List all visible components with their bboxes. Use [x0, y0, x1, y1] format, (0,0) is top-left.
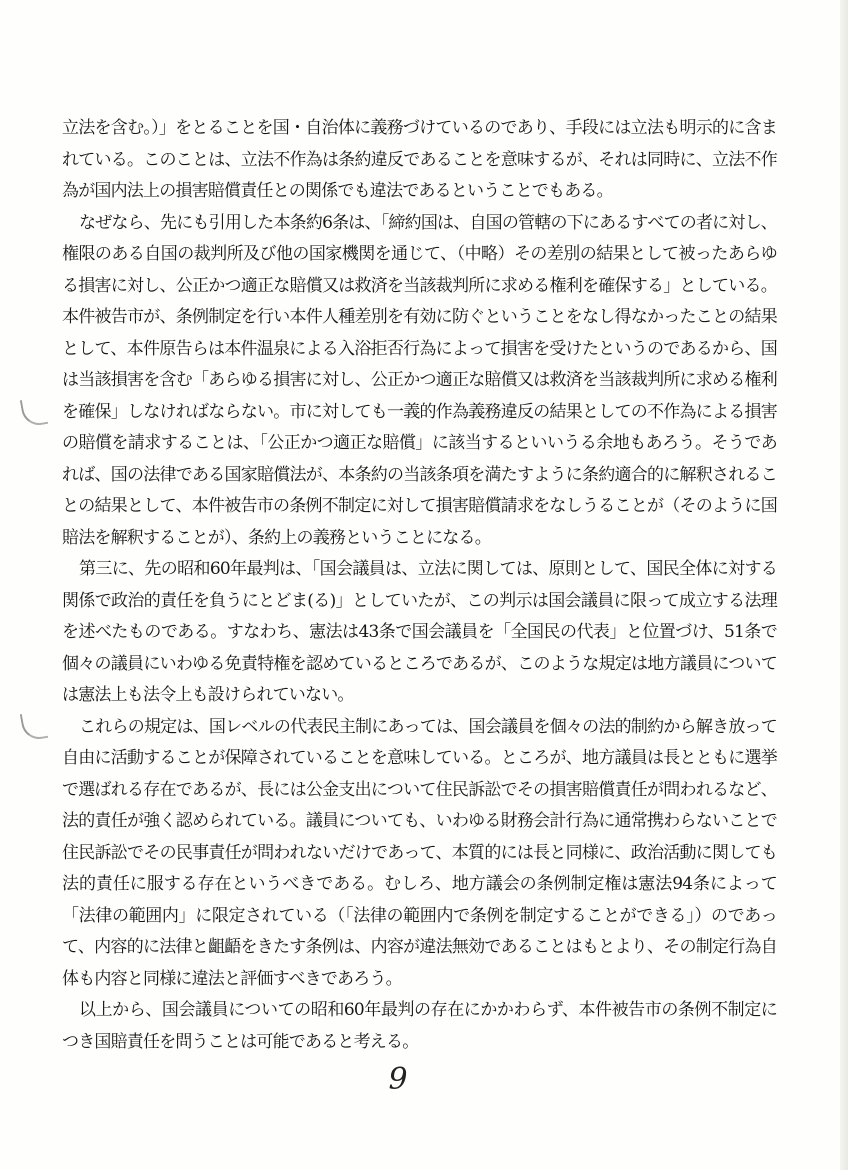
punch-hole-mark [20, 710, 48, 742]
paragraph: 第三に、先の昭和60年最判は、「国会議員は、立法に関しては、原則として、国民全体に対する関係で政治的責任を負うにとどま(る)」としていたが、この判示は国会議員に限って成立する法理を述べたものである。すなわち、憲法は43条で国会議員を「全国民の代表」と位置づけ、51条で個々の議員にいわゆる免責特権を認めているところであるが、このような規定は地方議員については憲法上も法令上も設けられていない。 [62, 559, 777, 705]
paragraph: 以上から、国会議員についての昭和60年最判の存在にかかわらず、本件被告市の条例不制定につき国賠責任を問うことは可能であると考える。 [62, 1000, 777, 1052]
document-body [62, 113, 777, 1058]
paper-edge [840, 0, 848, 1170]
punch-hole-mark [20, 396, 48, 428]
paragraph-continuation: 立法を含む。）」をとることを国・自治体に義務づけているのであり、手段には立法も明示的に含まれている。このことは、立法不作為は条約違反であることを意味するが、それは同時に、立法不作為が国内法上の損害賠償責任との関係でも違法であるということでもある。 [62, 118, 777, 201]
paragraph: なぜなら、先にも引用した本条約6条は、「締約国は、自国の管轄の下にあるすべての者に対し、権限のある自国の裁判所及び他の国家機関を通じて、（中略）その差別の結果として被ったあらゆる損害に対し、公正かつ適正な賠償又は救済を当該裁判所に求める権利を確保する」としている。本件被告市が、条例制定を行い本件人種差別を有効に防ぐということをなし得なかったことの結果として、本件原告らは本件温泉による入浴拒否行為によって損害を受けたというのであるから、国は当該損害を含む「あらゆる損害に対し、公正かつ適正な賠償又は救済を当該裁判所に求める権利を確保」しなければならない。市に対しても一義的作為義務違反の結果としての不作為による損害の賠償を請求することは、「公正かつ適正な賠償」に該当するといいうる余地もあろう。そうであれば、国の法律である国家賠償法が、本条約の当該条項を満たすように条約適合的に解釈されることの結果として、本件被告市の条例不制定に対して損害賠償請求をなしうることが（そのように国賠法を解釈することが）、条約上の義務ということになる。 [62, 212, 777, 548]
paragraph: これらの規定は、国レベルの代表民主制にあっては、国会議員を個々の法的制約から解き放って自由に活動することが保障されていることを意味している。ところが、地方議員は長とともに選挙で選ばれる存在であるが、長には公金支出について住民訴訟でその損害賠償責任が問われるなど、法的責任が強く認められている。議員についても、いわゆる財務会計行為に通常携わらないことで住民訴訟でその民事責任が問われないだけであって、本質的には長と同様に、政治活動に関しても法的責任に服する存在というべきである。むしろ、地方議会の条例制定権は憲法94条によって「法律の範囲内」に限定されている（「法律の範囲内で条例を制定することができる」）のであって、内容的に法律と齟齬をきたす条例は、内容が違法無効であることはもとより、その制定行為自体も内容と同様に違法と評価すべきであろう。 [62, 716, 777, 989]
page-number: 9 [388, 1062, 408, 1097]
